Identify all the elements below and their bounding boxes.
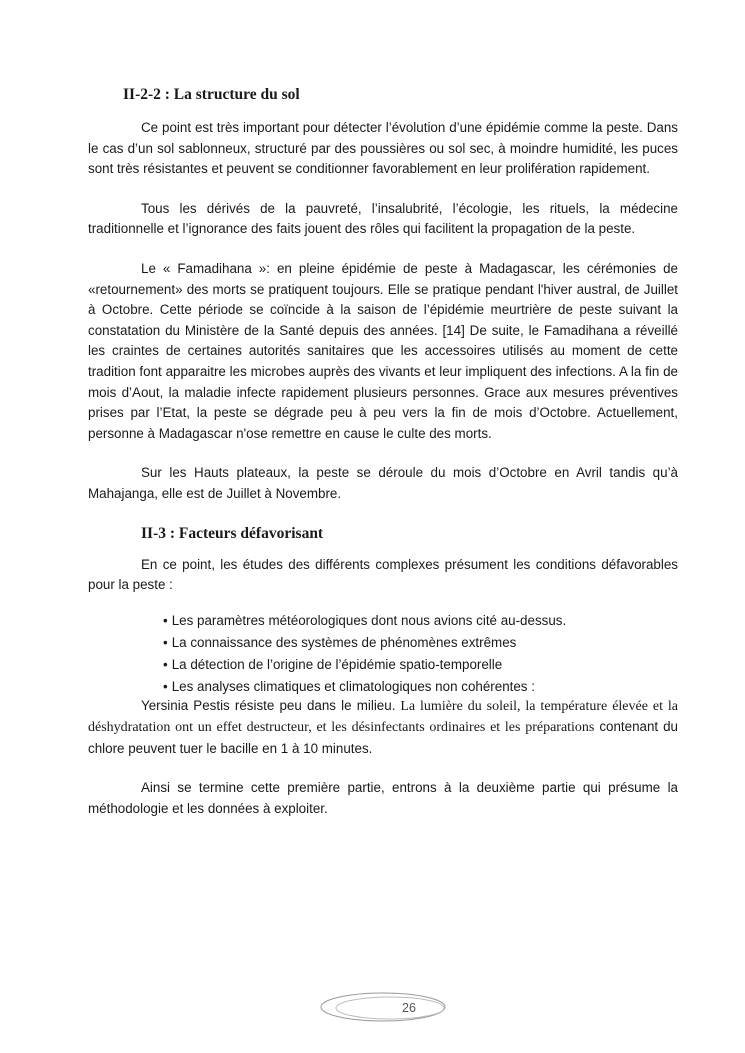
- list-item: • La connaissance des systèmes de phénomènes extrêmes: [163, 634, 517, 650]
- paragraph-yersinia: Yersinia Pestis résiste peu dans le milieu. La lumière du soleil, la température élevée et la déshydratation ont un effet destructeur, et les désinfectants ordinaires et les préparations contenant du chlore peuvent tuer le bacille en 1 à 10 minutes.: [88, 697, 678, 756]
- section-heading-structure-sol: II-2-2 : La structure du sol: [123, 86, 300, 103]
- paragraph-pauvrete: Tous les dérivés de la pauvreté, l’insalubrité, l’écologie, les rituels, la médecine traditionnelle et l’ignorance des faits jouent des rôles qui facilitent la propagation de la peste.: [88, 200, 678, 237]
- paragraph-etudes: En ce point, les études des différents complexes présument les conditions défavorables pour la peste :: [88, 556, 678, 593]
- document-page: [88, 86, 678, 839]
- paragraph-sol: Ce point est très important pour détecter l’évolution d’une épidémie comme la peste. Dans le cas d’un sol sablonneux, structuré par des poussières ou sol sec, à moindre humidité, les puces sont très résistantes et peuvent se conditionner favorablement en leur prolifération rapidement.: [88, 120, 678, 177]
- list-item: • Les analyses climatiques et climatologiques non cohérentes :: [163, 678, 535, 694]
- paragraph-conclusion: Ainsi se termine cette première partie, entrons à la deuxième partie qui présume la méthodologie et les données à exploiter.: [88, 780, 678, 817]
- page-number: 26: [402, 1001, 416, 1015]
- paragraph-famadihana: Le « Famadihana »: en pleine épidémie de peste à Madagascar, les cérémonies de «retournement» des morts se pratiquent toujours. Elle se pratique pendant l'hiver austral, de Juillet à Octobre. Cette période se coïncide à la saison de l’épidémie meurtrière de peste suivant la constatation du Ministère de la Santé depuis des années. [14] De suite, le Famadihana a réveillé les craintes de certaines autorités sanitaires que les accessoires utilisés au moment de cette tradition font apparaitre les microbes auprès des vivants et leur impliquent des infections. A la fin de mois d’Aout, la maladie infecte rapidement plusieurs personnes. Grace aux mesures préventives prises par l’Etat, la peste se dégrade peu à peu vers la fin de mois d’Octobre. Actuellement, personne à Madagascar n'ose remettre en cause le culte des morts.: [88, 260, 678, 441]
- bullet-icon: •: [163, 656, 168, 672]
- bullet-list: [88, 610, 678, 698]
- bullet-icon: •: [163, 678, 168, 694]
- paragraph-hauts-plateaux: Sur les Hauts plateaux, la peste se déroule du mois d’Octobre en Avril tandis qu’à Mahajanga, elle est de Juillet à Novembre.: [88, 465, 678, 501]
- list-item: • Les paramètres météorologiques dont nous avions cité au-dessus.: [163, 612, 567, 628]
- page-footer: [320, 992, 446, 1022]
- bullet-icon: •: [163, 612, 168, 628]
- list-item: • La détection de l’origine de l’épidémie spatio-temporelle: [163, 656, 503, 672]
- bullet-icon: •: [163, 634, 168, 650]
- section-heading-facteurs: II-3 : Facteurs défavorisant: [141, 524, 324, 542]
